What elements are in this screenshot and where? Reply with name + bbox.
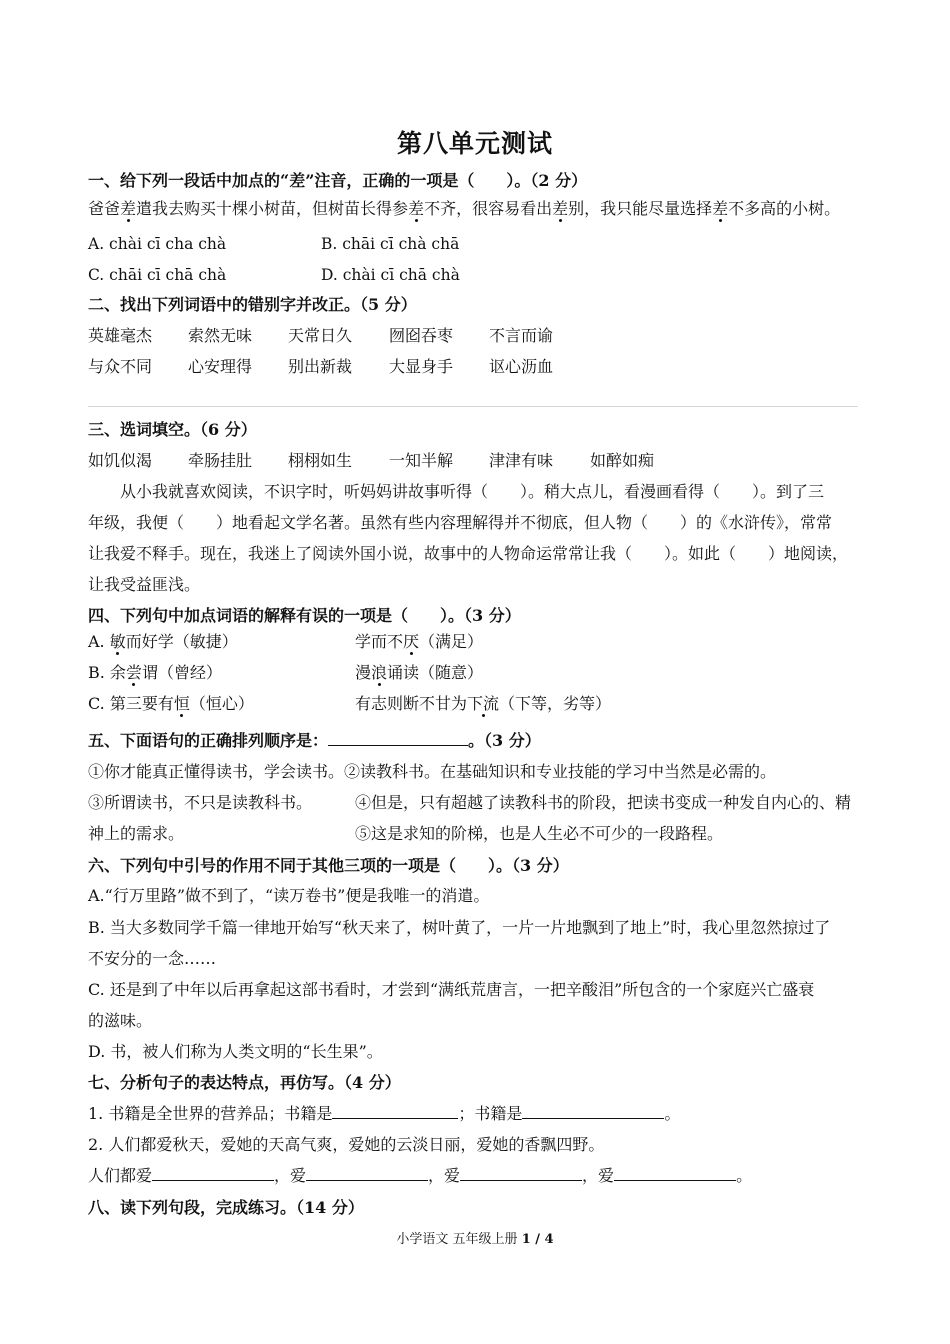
dotted-char: 恒 xyxy=(173,694,190,713)
q3-word: 一知半解 xyxy=(389,451,454,470)
dotted-char: 敏 xyxy=(109,632,126,651)
page-footer xyxy=(0,1228,950,1247)
q7-line-3: 人们都爱 ，爱 ，爱 ，爱 。 xyxy=(88,1166,753,1185)
q3-word: 如饥似渴 xyxy=(88,451,153,470)
answer-blank[interactable] xyxy=(152,1166,274,1181)
answer-blank[interactable] xyxy=(614,1166,736,1181)
q1-option-d: D. chài cī chā chà xyxy=(321,266,460,284)
q3-passage-line: 让我爱不释手。现在，我迷上了阅读外国小说，故事中的人物命运常常让我（ ）。如此（ ）地阅读， xyxy=(88,544,849,563)
q3-word: 津津有味 xyxy=(489,451,554,470)
q2-word: 与众不同 xyxy=(88,357,153,376)
dotted-char: 下流 xyxy=(467,694,500,713)
q2-word: 心安理得 xyxy=(188,357,253,376)
q2-word: 天常日久 xyxy=(288,326,353,345)
q5-line: ⑤这是求知的阶梯，也是人生必不可少的一段路程。 xyxy=(355,824,724,843)
q6-option-line: D. 书，被人们称为人类文明的“长生果”。 xyxy=(88,1042,383,1061)
answer-blank[interactable] xyxy=(460,1166,582,1181)
q4-option-c-right: 有志则断不甘为下流（下等，劣等） xyxy=(355,694,612,713)
q5-line: ④但是，只有超越了读教科书的阶段，把读书变成一种发自内心的、精 xyxy=(355,793,852,812)
footer-subject: 小学语文 五年级上册 xyxy=(396,1232,522,1247)
q8-heading: 八、读下列句段，完成练习。（14 分） xyxy=(88,1198,364,1217)
dotted-char: 浪 xyxy=(371,663,388,682)
q3-passage-line: 让我受益匪浅。 xyxy=(88,575,201,594)
q6-heading: 六、下列句中引号的作用不同于其他三项的一项是（ ）。（3 分） xyxy=(88,856,569,875)
q4-heading: 四、下列句中加点词语的解释有误的一项是（ ）。（3 分） xyxy=(88,606,521,625)
q4-option-c-left: C. 第三要有恒（恒心） xyxy=(88,694,254,713)
q2-word: 索然无味 xyxy=(188,326,253,345)
q6-option-line: C. 还是到了中年以后再拿起这部书看时，才尝到“满纸荒唐言，一把辛酸泪”所包含的一个家庭兴亡盛衰 xyxy=(88,980,815,999)
q7-heading: 七、分析句子的表达特点，再仿写。（4 分） xyxy=(88,1073,401,1092)
q4-option-b-right: 漫浪诵读（随意） xyxy=(355,663,484,682)
q5-heading: 五、下面语句的正确排列顺序是： 。（3 分） xyxy=(88,731,541,750)
q2-heading: 二、找出下列词语中的错别字并改正。（5 分） xyxy=(88,295,417,314)
dotted-char: 差 xyxy=(120,199,137,218)
divider xyxy=(88,406,858,407)
q4-option-b-left: B. 余尝谓（曾经） xyxy=(88,663,222,682)
q4-option-a-left: A. 敏而好学（敏捷） xyxy=(88,632,238,651)
q1-option-b: B. chāi cī chà chā xyxy=(321,235,460,253)
q1-sentence: 爸爸差遣我去购买十棵小树苗，但树苗长得参差不齐，很容易看出差别，我只能尽量选择差不多高的小树。 xyxy=(88,199,841,218)
q1-option-a: A. chài cī cha chà xyxy=(88,235,227,253)
q3-heading: 三、选词填空。（6 分） xyxy=(88,420,257,439)
q3-word: 牵肠挂肚 xyxy=(188,451,253,470)
dotted-char: 差 xyxy=(712,199,729,218)
q6-option-line: B. 当大多数同学千篇一律地开始写“秋天来了，树叶黄了，一片一片地飘到了地上”时，我心里忽然掠过了 xyxy=(88,918,831,937)
answer-blank[interactable] xyxy=(332,1104,458,1119)
q6-option-line: A.“行万里路”做不到了，“读万卷书”便是我唯一的消遣。 xyxy=(88,886,490,905)
dotted-char: 厌 xyxy=(403,632,420,651)
dotted-char: 差 xyxy=(552,199,569,218)
page-title: 第八单元测试 xyxy=(396,129,553,158)
dotted-char: 差 xyxy=(408,199,425,218)
q2-word: 不言而谕 xyxy=(489,326,554,345)
q2-word: 英雄毫杰 xyxy=(88,326,153,345)
q5-line: 神上的需求。 xyxy=(88,824,185,843)
q7-line-1: 1. 书籍是全世界的营养品；书籍是 ；书籍是 。 xyxy=(88,1104,681,1123)
answer-blank[interactable] xyxy=(328,731,468,746)
q2-word: 讴心沥血 xyxy=(489,357,554,376)
q2-word: 别出新裁 xyxy=(288,357,353,376)
q6-option-line: 的滋味。 xyxy=(88,1011,153,1030)
q3-passage-line: 年级，我便（ ）地看起文学名著。虽然有些内容理解得并不彻底，但人物（ ）的《水浒传》，常常 xyxy=(88,513,833,532)
q4-option-a-right: 学而不厌（满足） xyxy=(355,632,484,651)
q2-word: 囫囵吞枣 xyxy=(389,326,454,345)
q6-option-line: 不安分的一念…… xyxy=(88,949,217,968)
q3-word: 如醉如痴 xyxy=(590,451,655,470)
q1-heading: 一、给下列一段话中加点的“差”注音，正确的一项是（ ）。（2 分） xyxy=(88,171,588,190)
q7-line-2: 2. 人们都爱秋天，爱她的天高气爽，爱她的云淡日丽，爱她的香飘四野。 xyxy=(88,1135,605,1154)
q5-line: ①你才能真正懂得读书，学会读书。②读教科书。在基础知识和专业技能的学习中当然是必需的。 xyxy=(88,762,777,781)
dotted-char: 尝 xyxy=(125,663,142,682)
q3-passage-line: 从小我就喜欢阅读，不识字时，听妈妈讲故事听得（ ）。稍大点儿，看漫画看得（ ）。到了三 xyxy=(120,482,825,501)
q1-option-c: C. chāi cī chā chà xyxy=(88,266,227,284)
answer-blank[interactable] xyxy=(522,1104,664,1119)
q3-word: 栩栩如生 xyxy=(288,451,353,470)
answer-blank[interactable] xyxy=(306,1166,428,1181)
q2-word: 大显身手 xyxy=(389,357,454,376)
page-number: 1 / 4 xyxy=(521,1232,554,1247)
q5-line: ③所谓读书，不只是读教科书。 xyxy=(88,793,313,812)
